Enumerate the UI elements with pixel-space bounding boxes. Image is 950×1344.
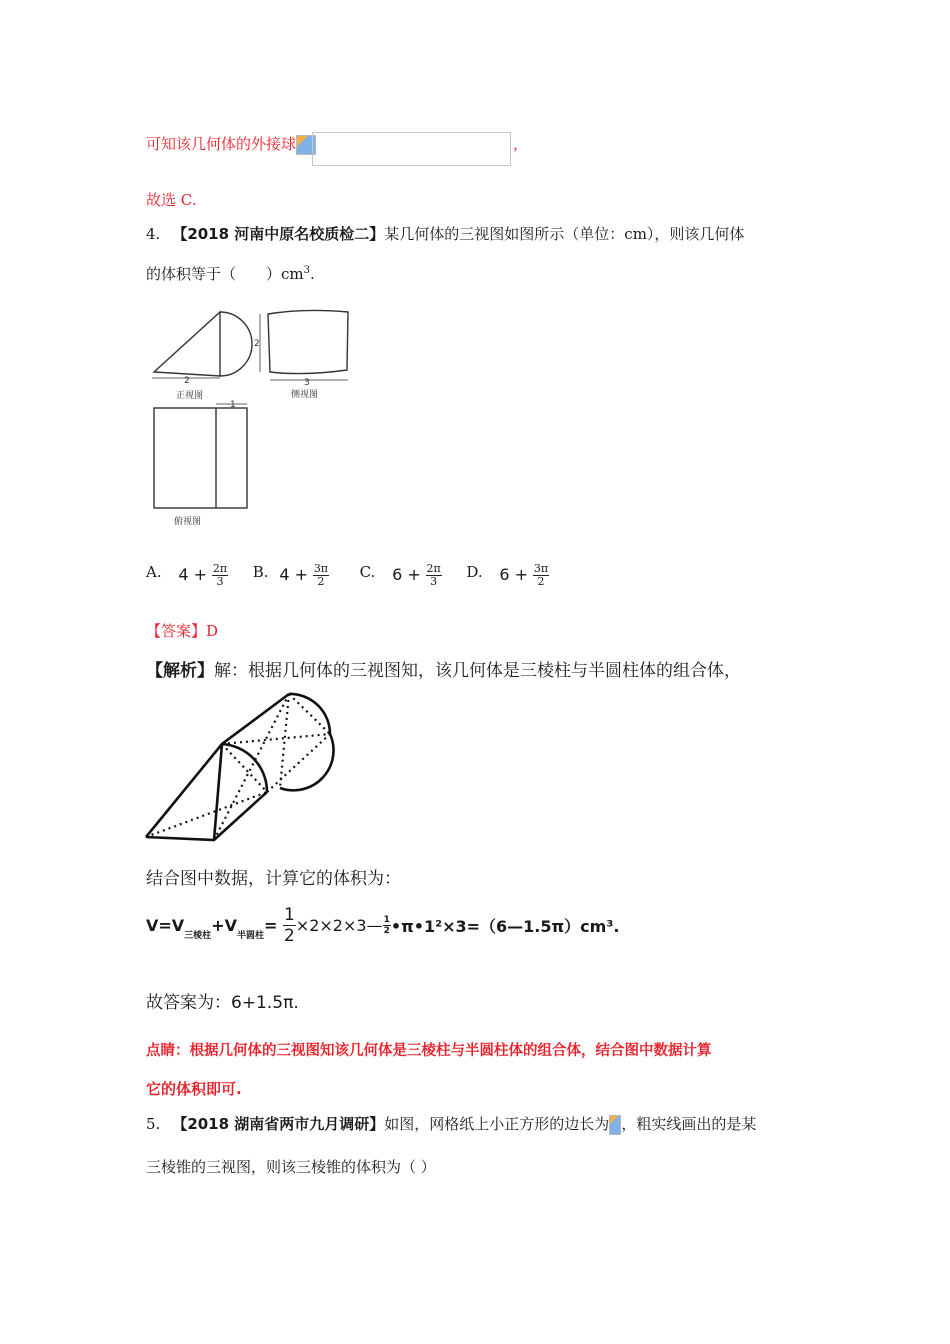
q5-source: 【2018 湖南省两市九月调研】 bbox=[172, 1115, 385, 1133]
analysis-label: 【解析】 bbox=[146, 661, 214, 681]
q4-text2-sup: 3 bbox=[303, 265, 311, 276]
q4-number: 4. bbox=[146, 225, 161, 243]
q4-source: 【2018 河南中原名校质检二】 bbox=[172, 225, 385, 243]
option-d-num: 3π bbox=[533, 562, 549, 575]
option-b-base: 4 + bbox=[279, 564, 309, 584]
side-view-shape bbox=[268, 310, 348, 373]
analysis-line bbox=[146, 656, 741, 681]
formula-sub1: 三棱柱 bbox=[184, 931, 212, 941]
options-row bbox=[146, 563, 568, 588]
option-d-base: 6 + bbox=[499, 564, 529, 584]
three-view-figure bbox=[144, 300, 364, 532]
answer-line bbox=[146, 620, 218, 641]
option-b-letter: B. bbox=[252, 563, 269, 581]
sphere-trail: ， bbox=[513, 135, 529, 153]
solid-figure bbox=[144, 686, 340, 842]
formula-small-den: 2 bbox=[383, 926, 390, 936]
formula-frac-num: 1 bbox=[283, 905, 295, 925]
compute-line: 结合图中数据，计算它的体积为： bbox=[146, 869, 401, 889]
comment-line2: 它的体积即可. bbox=[146, 1080, 242, 1098]
q5-text-end: ，粗实线画出的是某 bbox=[621, 1115, 757, 1133]
side-view-label: 侧视图 bbox=[291, 390, 319, 400]
answer-value: D bbox=[206, 622, 219, 640]
front-view-shape bbox=[154, 312, 220, 376]
analysis-text: 解：根据几何体的三视图知，该几何体是三棱柱与半圆柱体的组合体， bbox=[214, 661, 741, 681]
side-h: 2 bbox=[254, 339, 260, 349]
broken-image-icon-2 bbox=[609, 1115, 621, 1135]
front-len: 2 bbox=[184, 376, 190, 386]
q4-text2: 的体积等于（ ）cm bbox=[146, 265, 304, 283]
comment-line1: 点睛：根据几何体的三视图知该几何体是三棱柱与半圆柱体的组合体，结合图中数据计算 bbox=[146, 1043, 712, 1059]
option-a-frac bbox=[212, 563, 228, 588]
option-d-frac bbox=[533, 563, 549, 588]
q4-text2-end: . bbox=[310, 265, 315, 283]
formula-plus: +V bbox=[211, 916, 237, 935]
q5-line2: 三棱锥的三视图，则该三棱锥的体积为（ ） bbox=[146, 1158, 436, 1176]
choose-c-line: 故选 C. bbox=[146, 191, 197, 209]
top-view-label: 俯视图 bbox=[174, 517, 202, 527]
option-b-den: 2 bbox=[317, 575, 325, 588]
option-c-den: 3 bbox=[430, 575, 438, 588]
front-view-arc bbox=[220, 312, 252, 376]
front-view-label: 正视图 bbox=[176, 391, 204, 401]
formula-frac-den: 2 bbox=[283, 926, 295, 946]
option-c-base: 6 + bbox=[392, 564, 421, 584]
formula-eq: = bbox=[264, 916, 278, 935]
option-a-num: 2π bbox=[212, 562, 228, 575]
q5-line1 bbox=[146, 1113, 756, 1135]
formula-tail: •π•1²×3=（6—1.5π）cm³. bbox=[390, 917, 620, 936]
option-a[interactable] bbox=[146, 563, 248, 588]
option-a-base: 4 + bbox=[178, 564, 208, 584]
option-c-letter: C. bbox=[359, 563, 376, 581]
q5-number: 5. bbox=[146, 1115, 161, 1133]
formula-lead: V=V bbox=[146, 916, 185, 935]
sphere-text: 可知该几何体的外接球 bbox=[146, 135, 297, 153]
sphere-line bbox=[146, 133, 316, 155]
option-b-frac bbox=[313, 563, 329, 588]
volume-formula bbox=[146, 905, 619, 946]
option-b-num: 3π bbox=[313, 562, 329, 575]
option-d[interactable] bbox=[466, 563, 568, 588]
formula-small-num: 1 bbox=[383, 915, 390, 925]
option-a-den: 3 bbox=[216, 575, 224, 588]
option-d-letter: D. bbox=[466, 563, 483, 581]
side-len: 3 bbox=[304, 378, 310, 388]
option-d-den: 2 bbox=[537, 575, 545, 588]
formula-mid: ×2×2×3— bbox=[295, 916, 383, 935]
q4-line2 bbox=[146, 263, 315, 284]
option-b[interactable] bbox=[253, 563, 355, 588]
formula-small-frac bbox=[383, 915, 391, 936]
q5-text: 如图，网格纸上小正方形的边长为 bbox=[384, 1115, 610, 1133]
q4-line1 bbox=[146, 223, 744, 244]
q4-text: 某几何体的三视图如图所示（单位：cm），则该几何体 bbox=[384, 225, 745, 243]
conclusion-line: 故答案为：6+1.5π. bbox=[146, 993, 299, 1013]
formula-sub2: 半圆柱 bbox=[236, 931, 264, 941]
top-len: 1 bbox=[230, 400, 236, 410]
option-c-num: 2π bbox=[426, 562, 441, 575]
option-c-frac bbox=[426, 563, 442, 588]
top-view-rect bbox=[154, 408, 247, 508]
option-a-letter: A. bbox=[146, 563, 162, 581]
formula-image-box bbox=[312, 132, 511, 166]
option-c[interactable] bbox=[360, 563, 462, 588]
answer-label: 【答案】 bbox=[146, 622, 207, 640]
formula-frac-half bbox=[283, 905, 296, 946]
